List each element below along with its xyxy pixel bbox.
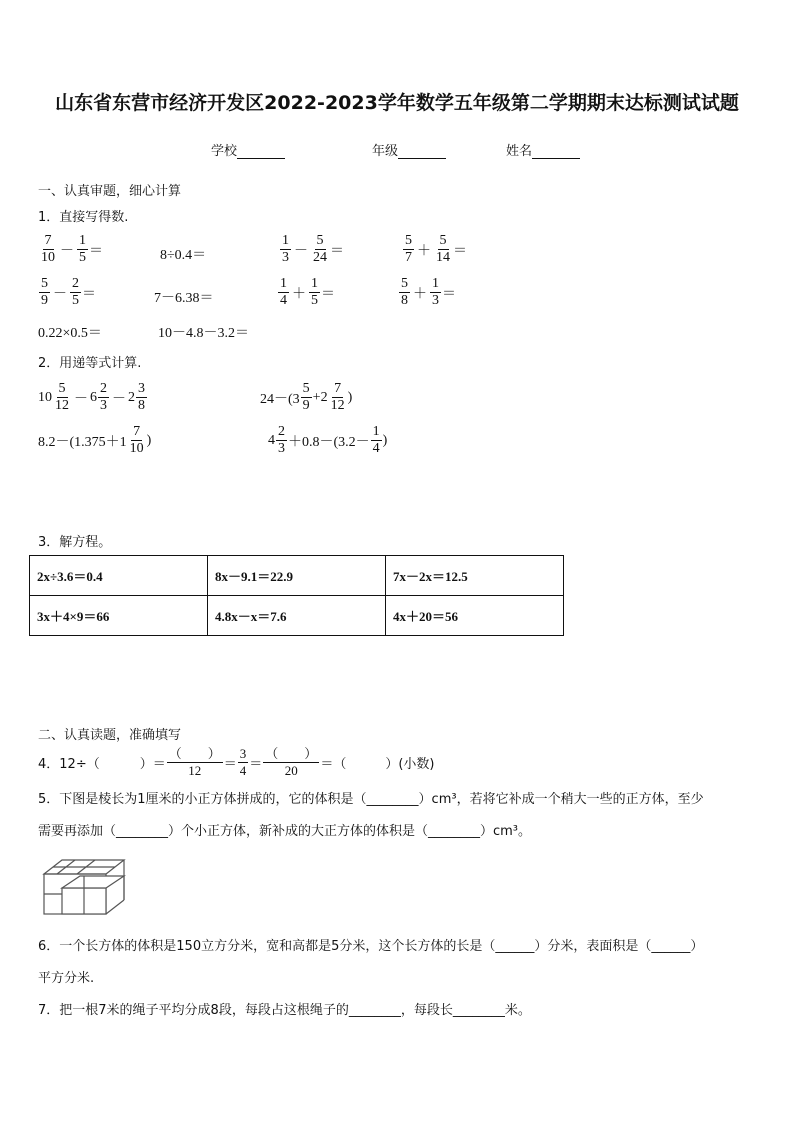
equation-cell: 4x＋20＝56 (386, 596, 564, 636)
fraction: $\frac{( )}{12}$ (168, 746, 221, 778)
cube-figure (40, 858, 130, 920)
section1-heading: 一、认真审题，细心计算 (38, 184, 182, 199)
equation-cell: 7x－2x＝12.5 (386, 556, 564, 596)
grade-field[interactable] (372, 140, 446, 159)
name-field[interactable] (506, 140, 580, 159)
q3-label: 3．解方程。 (38, 535, 112, 550)
fraction: $\frac{7}{10}$ (129, 424, 144, 456)
q6-line-2: 平方分米. (38, 971, 95, 986)
q1-item-c1: 0.22×0.5＝ (38, 326, 102, 341)
equation-cell: 4.8x－x＝7.6 (208, 596, 386, 636)
fraction: $\frac{3}{8}$ (138, 381, 145, 413)
fraction: $\frac{5}{12}$ (55, 381, 69, 413)
fraction: $\frac{( )}{20}$ (265, 746, 318, 778)
fraction: $\frac{5}{14}$ (436, 233, 450, 265)
name-blank[interactable] (532, 144, 580, 159)
q1-item-b4: $\frac{5}{8}$ ＋ $\frac{1}{3}$ ＝ (401, 276, 456, 308)
school-label: 学校 (211, 144, 238, 159)
equation-table (29, 555, 564, 636)
fraction: $\frac{1}{3}$ (432, 276, 439, 308)
q5-line-2: 需要再添加（________）个小正方体，新补成的大正方体的体积是（________）cm³。 (38, 824, 532, 839)
fraction: $\frac{2}{5}$ (72, 276, 79, 308)
q1-item-b3: $\frac{1}{4}$ ＋ $\frac{1}{5}$ ＝ (280, 276, 335, 308)
school-field[interactable] (211, 140, 285, 159)
fraction: $\frac{1}{5}$ (79, 233, 86, 265)
q1-item-a4: $\frac{5}{7}$ ＋ $\frac{5}{14}$ ＝ (405, 233, 467, 265)
fraction: $\frac{5}{9}$ (41, 276, 48, 308)
fraction: $\frac{1}{5}$ (311, 276, 318, 308)
fraction: $\frac{3}{4}$ (239, 746, 247, 778)
school-blank[interactable] (237, 144, 285, 159)
q1-label: 1．直接写得数. (38, 210, 129, 225)
q2-label: 2．用递等式计算. (38, 356, 142, 371)
equation-cell: 3x＋4×9＝66 (30, 596, 208, 636)
fraction: $\frac{1}{3}$ (282, 233, 289, 265)
equation-cell: 8x－9.1＝22.9 (208, 556, 386, 596)
q2-expr-3: 8.2－(1.375＋1 $\frac{7}{10}$ ) (38, 424, 152, 456)
q1-item-c2: 10－4.8－3.2＝ (158, 326, 249, 341)
fraction: $\frac{5}{9}$ (302, 381, 310, 413)
fraction: $\frac{2}{3}$ (278, 424, 285, 456)
section2-heading: 二、认真读题，准确填写 (38, 728, 182, 743)
grade-label: 年级 (372, 144, 399, 159)
q6-line-1: 6．一个长方体的体积是150立方分米，宽和高都是5分米，这个长方体的长是（______）分米，表面积是（______） (38, 939, 704, 954)
q1-item-a1: $\frac{7}{10}$ － $\frac{1}{5}$ ＝ (41, 233, 103, 265)
fraction: $\frac{1}{4}$ (372, 424, 380, 456)
fraction: $\frac{7}{12}$ (330, 381, 345, 413)
q1-item-b1: $\frac{5}{9}$ － $\frac{2}{5}$ ＝ (41, 276, 96, 308)
q1-item-a3: $\frac{1}{3}$ － $\frac{5}{24}$ ＝ (282, 233, 344, 265)
name-label: 姓名 (506, 144, 533, 159)
fraction: $\frac{5}{7}$ (405, 233, 412, 265)
fraction: $\frac{5}{24}$ (313, 233, 327, 265)
q4-line: 4．12÷（ ） ＝ $\frac{( )}{12}$ ＝ $\frac{3}{4}$ ＝ $\frac{( )}{20}$ ＝ （ ）(小数) (38, 746, 435, 778)
q2-expr-1: 10 $\frac{5}{12}$ － 6 $\frac{2}{3}$ － 2 $\frac{3}{8}$ (38, 381, 145, 413)
q7-line: 7．把一根7米的绳子平均分成8段，每段占这根绳子的________，每段长________米。 (38, 1003, 531, 1018)
q2-expr-4: 4 $\frac{2}{3}$ ＋0.8－(3.2－ $\frac{1}{4}$ ) (268, 424, 388, 456)
equation-cell: 2x÷3.6＝0.4 (30, 556, 208, 596)
fraction: $\frac{1}{4}$ (280, 276, 287, 308)
q5-line-1: 5．下图是棱长为1厘米的小正方体拼成的，它的体积是（________）cm³，若将它补成一个稍大一些的正方体，至少 (38, 792, 704, 807)
fraction: $\frac{2}{3}$ (100, 381, 107, 413)
q1-item-b2: 7－6.38＝ (154, 291, 214, 306)
page-title: 山东省东营市经济开发区2022-2023学年数学五年级第二学期期末达标测试试题 (55, 92, 739, 114)
grade-blank[interactable] (398, 144, 446, 159)
fraction: $\frac{7}{10}$ (41, 233, 55, 265)
q1-item-a2: 8÷0.4＝ (160, 248, 207, 263)
table-row (30, 556, 564, 596)
q2-expr-2: 24－(3 $\frac{5}{9}$ +2 $\frac{7}{12}$ ) (260, 381, 353, 413)
fraction: $\frac{5}{8}$ (401, 276, 408, 308)
table-row (30, 596, 564, 636)
